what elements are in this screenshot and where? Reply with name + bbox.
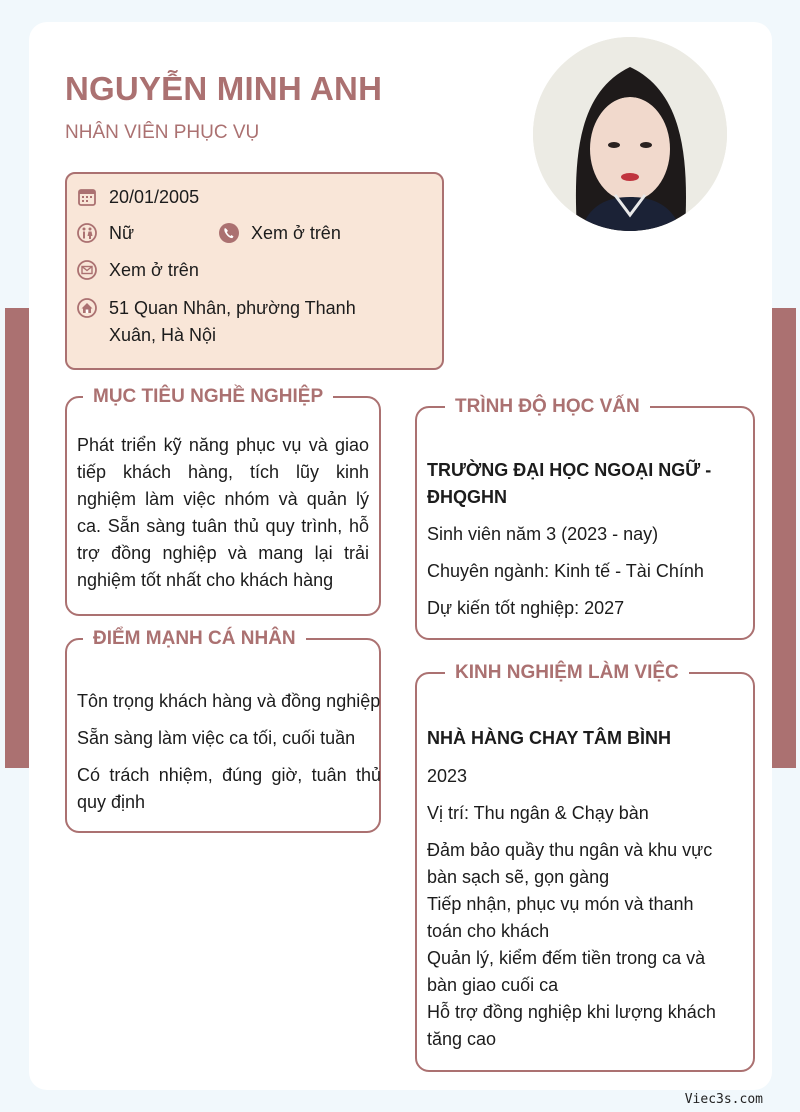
strength-item: Sẵn sàng làm việc ca tối, cuối tuần: [77, 728, 356, 748]
education-title: TRÌNH ĐỘ HỌC VẤN: [445, 394, 650, 420]
objective-text: Phát triển kỹ năng phục vụ và giao tiếp khách hàng, tích lũy kinh nghiệm làm việc nhóm và quản lý ca. Sẵn sàng tuân thủ quy trình, hỗ trợ đồng nghiệp và mang lại trải nghiệm tốt nhất cho khách hàng: [77, 435, 369, 590]
address-row: [77, 295, 407, 349]
experience-section: [415, 662, 755, 1072]
strength-item: Tôn trọng khách hàng và đồng nghiệp: [77, 691, 381, 711]
watermark: Viec3s.com: [684, 1092, 763, 1107]
duty-item: Hỗ trợ đồng nghiệp khi lượng khách tăng cao: [427, 1002, 716, 1049]
duty-item: Tiếp nhận, phục vụ món và thanh toán cho khách: [427, 894, 694, 941]
email-icon: [77, 260, 97, 280]
birthday-value: 20/01/2005: [109, 187, 200, 207]
experience-company: NHÀ HÀNG CHAY TÂM BÌNH: [427, 728, 672, 748]
objective-title: MỤC TIÊU NGHỀ NGHIỆP: [83, 384, 333, 410]
education-graduation: Dự kiến tốt nghiệp: 2027: [427, 598, 625, 618]
candidate-name: NGUYỄN MINH ANH: [65, 70, 383, 107]
phone-value: Xem ở trên: [251, 223, 341, 243]
home-icon: [77, 298, 97, 318]
email-value: Xem ở trên: [109, 260, 199, 280]
gender-row: [77, 220, 134, 247]
contact-info-box: [65, 172, 444, 370]
email-row: [77, 257, 199, 284]
experience-title: KINH NGHIỆM LÀM VIỆC: [445, 660, 689, 686]
birthday-row: [77, 184, 199, 211]
education-section: [415, 396, 755, 640]
phone-icon: [219, 223, 239, 243]
objective-section: [65, 386, 381, 616]
gender-value: Nữ: [109, 223, 135, 243]
duty-item: Đảm bảo quầy thu ngân và khu vực bàn sạch sẽ, gọn gàng: [427, 840, 713, 887]
education-school: TRƯỜNG ĐẠI HỌC NGOẠI NGỮ - ĐHQGHN: [427, 460, 712, 507]
strengths-list: [77, 688, 381, 816]
calendar-icon: [77, 187, 97, 207]
strengths-title: ĐIỂM MẠNH CÁ NHÂN: [83, 626, 306, 652]
duty-item: Quản lý, kiểm đếm tiền trong ca và bàn giao cuối ca: [427, 948, 706, 995]
experience-position: Vị trí: Thu ngân & Chạy bàn: [427, 803, 649, 823]
profile-photo: [533, 37, 727, 231]
candidate-role: NHÂN VIÊN PHỤC VỤ: [65, 122, 260, 143]
education-major: Chuyên ngành: Kinh tế - Tài Chính: [427, 561, 704, 581]
decor-band-left: [5, 308, 29, 768]
education-body: [427, 457, 745, 622]
experience-body: [427, 725, 727, 1053]
experience-year: 2023: [427, 766, 468, 786]
gender-icon: [77, 223, 97, 243]
strength-item: Có trách nhiệm, đúng giờ, tuân thủ quy định: [77, 765, 381, 812]
strengths-section: [65, 628, 381, 833]
address-value: 51 Quan Nhân, phường Thanh Xuân, Hà Nội: [109, 298, 356, 345]
phone-row: [219, 220, 341, 247]
decor-band-right: [772, 308, 796, 768]
education-year: Sinh viên năm 3 (2023 - nay): [427, 524, 659, 544]
